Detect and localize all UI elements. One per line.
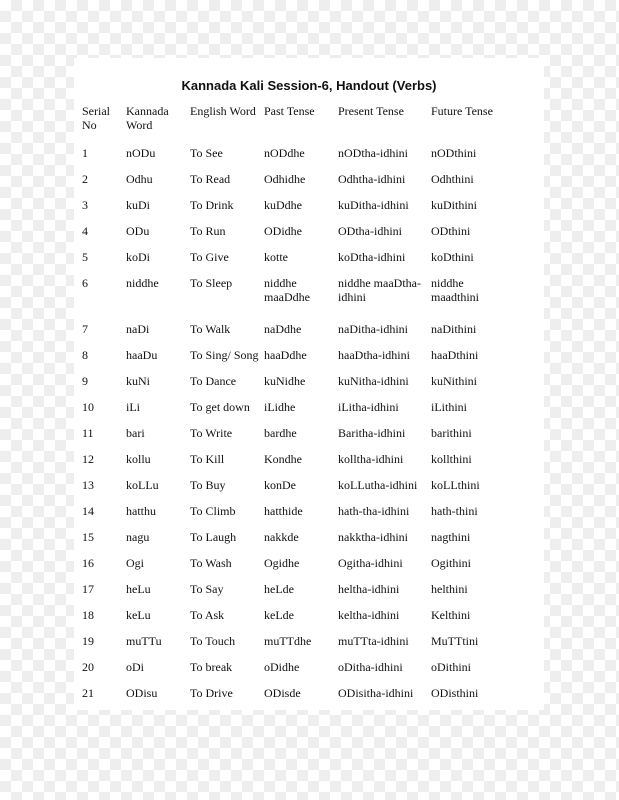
cell-serial-no: 20 [82,660,94,674]
table-row [82,198,511,224]
cell-serial-no: 2 [82,172,88,186]
cell-present-tense: keltha-idhini [338,608,400,622]
cell-kannada-word: koDi [126,250,150,264]
cell-future-tense: helthini [431,582,468,596]
cell-kannada-word: ODisu [126,686,158,700]
cell-present-tense: nakktha-idhini [338,530,408,544]
cell-future-tense: ODisthini [431,686,479,700]
cell-past-tense: iLidhe [264,400,296,414]
cell-kannada-word: koLLu [126,478,159,492]
cell-past-tense: Kondhe [264,452,302,466]
cell-kannada-word: iLi [126,400,140,414]
cell-present-tense: kuNitha-idhini [338,374,409,388]
cell-future-tense: koLLthini [431,478,480,492]
cell-future-tense: Ogithini [431,556,472,570]
cell-kannada-word: naDi [126,322,150,336]
cell-serial-no: 14 [82,504,94,518]
header-english-word: English Word [190,104,256,118]
verbs-table [82,104,511,712]
table-row [82,660,511,686]
cell-serial-no: 19 [82,634,94,648]
cell-future-tense: nagthini [431,530,471,544]
cell-serial-no: 8 [82,348,88,362]
cell-past-tense: keLde [264,608,294,622]
cell-serial-no: 18 [82,608,94,622]
table-row [82,504,511,530]
cell-present-tense: Ogitha-idhini [338,556,403,570]
table-row [82,224,511,250]
cell-past-tense: ODidhe [264,224,302,238]
cell-kannada-word: Ogi [126,556,144,570]
cell-past-tense: nODdhe [264,146,305,160]
table-row [82,146,511,172]
cell-serial-no: 12 [82,452,94,466]
table-row [82,348,511,374]
cell-kannada-word: kuDi [126,198,150,212]
table-row [82,530,511,556]
table-row [82,686,511,712]
cell-present-tense: ODtha-idhini [338,224,402,238]
header-row [82,104,511,146]
table-row [82,608,511,634]
cell-kannada-word: ODu [126,224,150,238]
verb-rows [82,146,511,712]
cell-serial-no: 21 [82,686,94,700]
table-row [82,426,511,452]
cell-english-word: To Wash [190,556,232,570]
cell-past-tense: konDe [264,478,296,492]
cell-english-word: To get down [190,400,250,414]
cell-future-tense: kollthini [431,452,472,466]
cell-present-tense: Baritha-idhini [338,426,406,440]
cell-past-tense: kuDdhe [264,198,302,212]
cell-past-tense: hatthide [264,504,303,518]
cell-future-tense: niddhe maadthini [431,276,479,304]
cell-present-tense: kuDitha-idhini [338,198,409,212]
cell-english-word: To Dance [190,374,237,388]
table-row [82,374,511,400]
cell-serial-no: 6 [82,276,88,290]
header-serial-no: Serial No [82,104,110,132]
cell-present-tense: hath-tha-idhini [338,504,410,518]
cell-kannada-word: oDi [126,660,144,674]
header-present-tense: Present Tense [338,104,404,118]
cell-past-tense: Odhidhe [264,172,306,186]
cell-english-word: To Sing/ Song [190,348,259,362]
cell-future-tense: kuDithini [431,198,478,212]
cell-serial-no: 4 [82,224,88,238]
cell-english-word: To Read [190,172,231,186]
cell-present-tense: heltha-idhini [338,582,400,596]
cell-past-tense: heLde [264,582,294,596]
page-title: Kannada Kali Session-6, Handout (Verbs) [181,78,437,93]
cell-kannada-word: kuNi [126,374,150,388]
cell-present-tense: Odhtha-idhini [338,172,406,186]
cell-future-tense: kuNithini [431,374,478,388]
cell-kannada-word: keLu [126,608,151,622]
header-kannada-word: Kannada Word [126,104,169,132]
cell-past-tense: muTTdhe [264,634,312,648]
cell-past-tense: kotte [264,250,288,264]
cell-english-word: To Give [190,250,229,264]
cell-serial-no: 5 [82,250,88,264]
cell-past-tense: naDdhe [264,322,302,336]
cell-present-tense: koDtha-idhini [338,250,406,264]
cell-kannada-word: niddhe [126,276,159,290]
cell-serial-no: 16 [82,556,94,570]
cell-english-word: To Sleep [190,276,233,290]
cell-english-word: To Run [190,224,226,238]
cell-present-tense: nODtha-idhini [338,146,408,160]
cell-kannada-word: Odhu [126,172,153,186]
cell-english-word: To Buy [190,478,226,492]
cell-past-tense: nakkde [264,530,299,544]
cell-serial-no: 7 [82,322,88,336]
cell-kannada-word: nagu [126,530,150,544]
cell-past-tense: ODisde [264,686,301,700]
cell-future-tense: oDithini [431,660,472,674]
cell-future-tense: haaDthini [431,348,479,362]
table-row [82,172,511,198]
cell-serial-no: 10 [82,400,94,414]
cell-past-tense: haaDdhe [264,348,307,362]
table-row [82,452,511,478]
cell-future-tense: barithini [431,426,472,440]
cell-kannada-word: heLu [126,582,151,596]
cell-present-tense: kolltha-idhini [338,452,404,466]
cell-kannada-word: nODu [126,146,156,160]
header-future-tense: Future Tense [431,104,493,118]
cell-past-tense: kuNidhe [264,374,306,388]
cell-present-tense: muTTta-idhini [338,634,409,648]
cell-serial-no: 1 [82,146,88,160]
cell-future-tense: naDithini [431,322,477,336]
cell-present-tense: oDitha-idhini [338,660,403,674]
cell-future-tense: Kelthini [431,608,471,622]
table-row [82,478,511,504]
cell-past-tense: bardhe [264,426,297,440]
cell-english-word: To Laugh [190,530,237,544]
cell-future-tense: iLithini [431,400,467,414]
cell-kannada-word: kollu [126,452,151,466]
cell-english-word: To break [190,660,233,674]
cell-english-word: To Kill [190,452,225,466]
cell-present-tense: niddhe maaDtha-idhini [338,276,421,304]
cell-past-tense: oDidhe [264,660,300,674]
cell-serial-no: 9 [82,374,88,388]
cell-present-tense: naDitha-idhini [338,322,408,336]
cell-english-word: To Climb [190,504,236,518]
cell-english-word: To Touch [190,634,236,648]
cell-present-tense: iLitha-idhini [338,400,399,414]
cell-kannada-word: bari [126,426,145,440]
cell-serial-no: 15 [82,530,94,544]
cell-kannada-word: hatthu [126,504,156,518]
table-row [82,250,511,276]
table-row [82,582,511,608]
table-row [82,556,511,582]
header-past-tense: Past Tense [264,104,315,118]
cell-english-word: To See [190,146,223,160]
cell-past-tense: Ogidhe [264,556,300,570]
cell-present-tense: ODisitha-idhini [338,686,414,700]
cell-english-word: To Drink [190,198,234,212]
cell-english-word: To Walk [190,322,231,336]
cell-english-word: To Write [190,426,233,440]
cell-future-tense: ODthini [431,224,471,238]
cell-serial-no: 17 [82,582,94,596]
table-row [82,400,511,426]
table-row [82,276,511,322]
cell-future-tense: koDthini [431,250,474,264]
cell-english-word: To Ask [190,608,225,622]
cell-kannada-word: muTTu [126,634,162,648]
cell-present-tense: haaDtha-idhini [338,348,410,362]
table-row [82,322,511,348]
cell-past-tense: niddhe maaDdhe [264,276,310,304]
cell-future-tense: hath-thini [431,504,478,518]
cell-serial-no: 13 [82,478,94,492]
table-row [82,634,511,660]
cell-future-tense: MuTTtini [431,634,479,648]
cell-future-tense: nODthini [431,146,477,160]
cell-english-word: To Drive [190,686,233,700]
cell-present-tense: koLLutha-idhini [338,478,418,492]
cell-serial-no: 11 [82,426,94,440]
cell-english-word: To Say [190,582,224,596]
cell-serial-no: 3 [82,198,88,212]
cell-kannada-word: haaDu [126,348,158,362]
cell-future-tense: Odhthini [431,172,474,186]
